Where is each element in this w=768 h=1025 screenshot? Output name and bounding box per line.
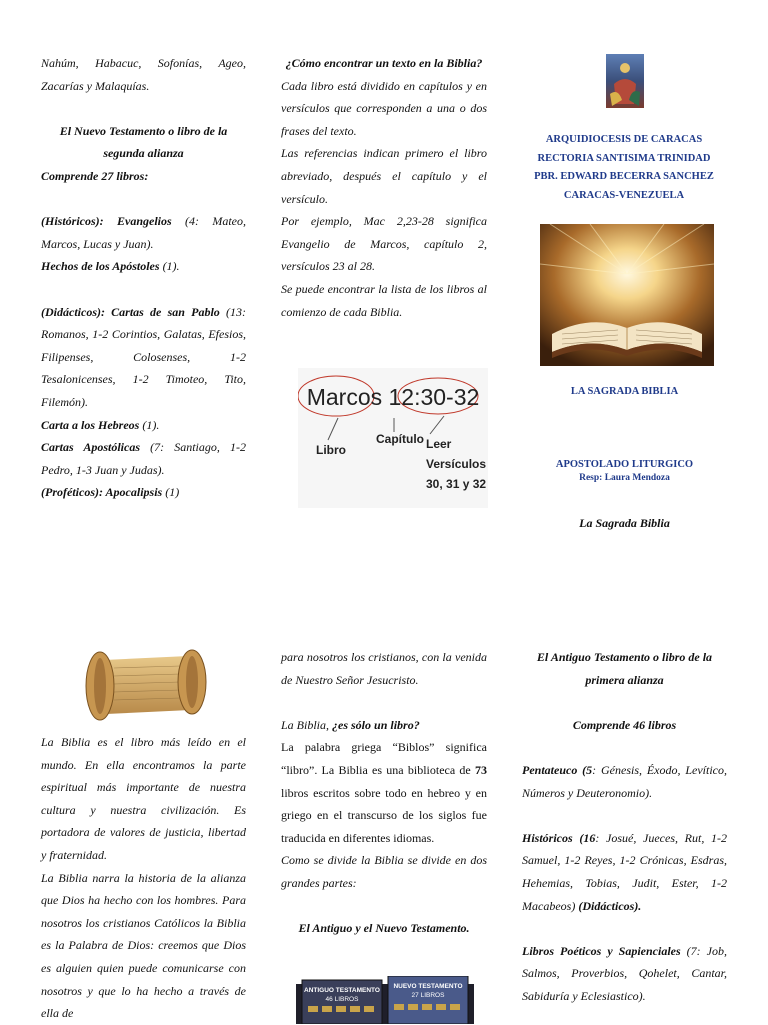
- nt-book-count: 27 LIBROS: [411, 992, 445, 999]
- column-como-encontrar: [281, 52, 487, 323]
- label-leer: Leer: [426, 437, 452, 451]
- column-la-biblia: [41, 731, 246, 1025]
- find-text-p3: Por ejemplo, Mac 2,23-28 significa Evangelio de Marcos, capítulo 2, versículos 23 al 28.: [281, 214, 487, 274]
- prophets-continuation: Nahúm, Habacuc, Sofonías, Ageo, Zacarías y Malaquías.: [41, 56, 246, 93]
- org-line-1: ARQUIDIOCESIS DE CARACAS: [545, 134, 703, 145]
- nt-book-label: NUEVO TESTAMENTO: [393, 983, 463, 990]
- find-text-p2: Las referencias indican primero el libro abreviado, después el capítulo y el versículo.: [281, 146, 487, 206]
- religious-icon-image: [606, 54, 644, 108]
- reference-text: Marcos 12:30-32: [306, 384, 480, 410]
- nt-hechos: Hechos de los Apóstoles (1).: [41, 259, 180, 274]
- nt-historicos: (Históricos): Evangelios (4: Mateo, Marcos, Lucas y Juan).: [41, 214, 246, 251]
- label-versiculos: Versículos: [426, 457, 487, 471]
- label-capitulo: Capítulo: [376, 432, 424, 446]
- find-text-heading: ¿Cómo encontrar un texto en la Biblia?: [285, 56, 483, 70]
- biblos-paragraph: La palabra griega “Biblos” significa “libro”. La Biblia es una biblioteca de 73 libros escritos sobre todo en hebreo y en griego en el transcurso de los siglos fue traducida en diferentes idiomas.: [281, 740, 487, 845]
- cover-organization: [518, 131, 730, 205]
- column-antiguo-testamento: [522, 646, 727, 1008]
- at-poeticos: Libros Poéticos y Sapienciales (7: Job, Salmos, Proverbios, Qohelet, Cantar, Sabiduría y Eclesiastico).: [522, 943, 727, 1003]
- at-title: El Antiguo Testamento o libro de la primera alianza: [536, 650, 713, 687]
- label-libro: Libro: [316, 443, 346, 457]
- label-verse-numbers: 30, 31 y 32: [426, 477, 487, 491]
- at-historicos: Históricos (16: Josué, Jueces, Rut, 1-2 Samuel, 1-2 Reyes, 1-2 Crónicas, Esdras, Hehemias, Tobias, Judit, Ester, 1-2 Macabeos) (Didácticos).: [522, 830, 727, 913]
- at-book-label: ANTIGUO TESTAMENTO: [304, 987, 380, 994]
- org-line-4: CARACAS-VENEZUELA: [563, 189, 685, 201]
- at-count: Comprende 46 libros: [572, 717, 677, 732]
- column-nuevo-testamento: [41, 52, 246, 504]
- nt-hebreos: Carta a los Hebreos (1).: [41, 417, 160, 432]
- responsible-label: Resp: Laura Mendoza: [579, 473, 670, 483]
- open-bible-image: [540, 224, 714, 366]
- apostolado-label: APOSTOLADO LITURGICO: [555, 459, 694, 470]
- at-pentateuco: Pentateuco (5: Génesis, Éxodo, Levítico, Números y Deuteronomio).: [522, 762, 727, 800]
- cover-apostolado: [522, 459, 727, 483]
- division-paragraph: Como se divide la Biblia se divide en dos grandes partes:: [281, 853, 487, 890]
- nt-count: Comprende 27 libros:: [41, 168, 149, 183]
- testaments-books-image: [296, 976, 474, 1024]
- biblia-intro-p2: La Biblia narra la historia de la alianza que Dios ha hecho con los hombres. Para nosotros los cristianos Católicos la Biblia es la Palabra de Dios: creemos que Dios es alguien quien puede comunicarse con nosotros y que lo ha hecho a través de ella de: [41, 870, 246, 1021]
- question-line: La Biblia, ¿es sólo un libro?: [281, 717, 420, 732]
- ancient-scroll-image: [70, 644, 220, 726]
- nt-profeticos: (Proféticos): Apocalipsis (1): [41, 485, 180, 500]
- nt-title: El Nuevo Testamento o libro de la segunda alianza: [59, 123, 228, 161]
- org-line-3: PBR. EDWARD BECERRA SANCHEZ: [534, 171, 714, 183]
- cover-title: LA SAGRADA BIBLIA: [570, 386, 679, 397]
- continuation-text: para nosotros los cristianos, con la venida de Nuestro Señor Jesucristo.: [281, 650, 487, 687]
- nt-didacticos: (Didácticos): Cartas de san Pablo (13: Romanos, 1-2 Corintios, Galatas, Efesios, Filipenses, Colosenses, 1-2 Tesalonicenses, 1-2 Timoteo, Tito, Filemón).: [41, 304, 246, 409]
- column-es-solo-un-libro: [281, 646, 487, 940]
- find-text-p4: Se puede encontrar la lista de los libros al comienzo de cada Biblia.: [281, 281, 487, 319]
- find-text-p1: Cada libro está dividido en capítulos y en versículos que corresponden a una o dos frases del texto.: [281, 78, 487, 138]
- bible-reference-diagram: [298, 368, 488, 508]
- biblia-intro-p1: La Biblia es el libro más leído en el mundo. En ella encontramos la parte espiritual más importante de nuestra cultura y nuestra civilización. Es portadora de valores de justicia, libertad y fraternidad.: [41, 735, 246, 862]
- testaments-heading: El Antiguo y el Nuevo Testamento.: [298, 921, 470, 936]
- nt-apostolicas: Cartas Apostólicas (7: Santiago, 1-2 Pedro, 1-3 Juan y Judas).: [41, 440, 246, 477]
- org-line-2: RECTORIA SANTISIMA TRINIDAD: [537, 152, 711, 164]
- cover-subtitle: La Sagrada Biblia: [579, 516, 670, 530]
- at-book-count: 46 LIBROS: [325, 996, 359, 1003]
